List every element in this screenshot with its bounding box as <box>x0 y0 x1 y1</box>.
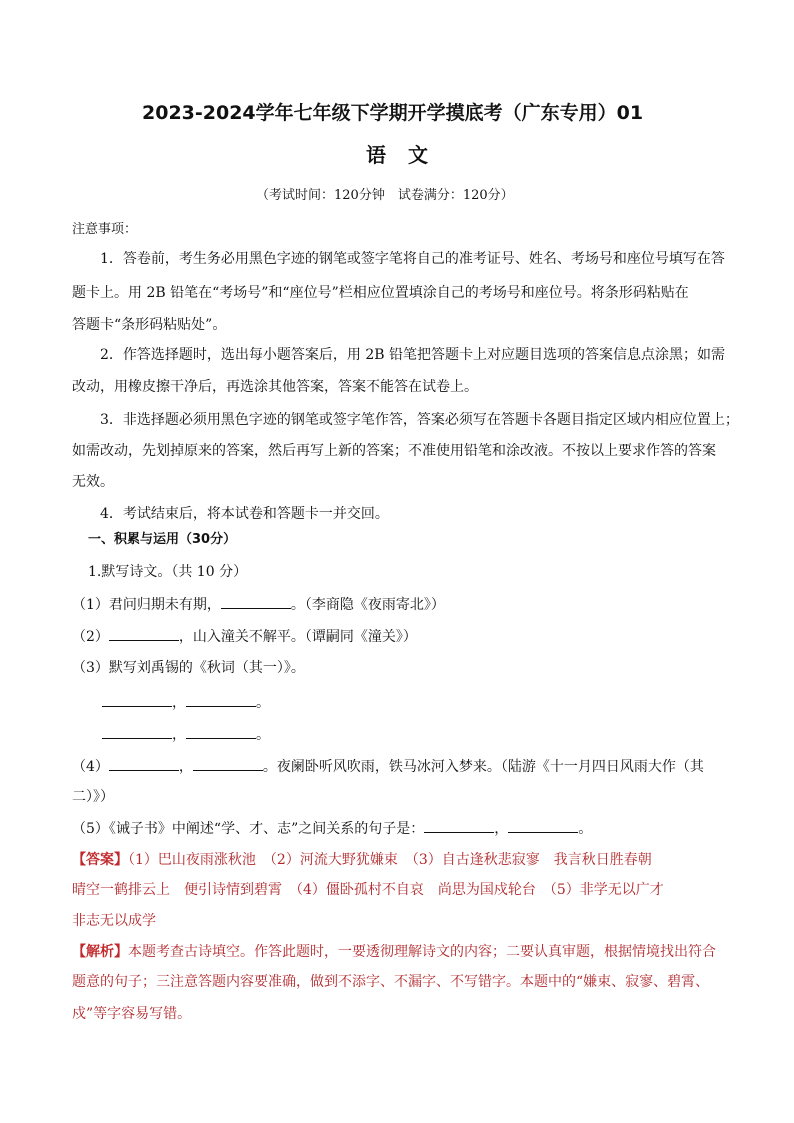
comma: ， <box>494 821 509 837</box>
analysis-text: 本题考查古诗填空。作答此题时，一要透彻理解诗文的内容；二要认真审题，根据情境找出符合 <box>128 944 716 960</box>
answer-line-2: 晴空一鹤排云上 便引诗情到碧霄 （4）僵卧孤村不自哀 尚思为国戍轮台 （5）非学无以广才 <box>72 882 664 898</box>
section-heading: 一、积累与运用（30分） <box>88 532 237 547</box>
notice-item-3-line-3: 无效。 <box>72 474 114 490</box>
answer-blank[interactable] <box>221 594 291 609</box>
notice-item-1-line-3: 答题卡“条形码粘贴处”。 <box>72 317 227 333</box>
q1-4-suffix: 。夜阑卧听风吹雨，铁马冰河入梦来。（陆游《十一月四日风雨大作（其 <box>262 759 704 775</box>
notice-item-3-line-2: 如需改动，先划掉原来的答案，然后再写上新的答案；不准使用铅笔和涂改液。不按以上要求作答的答案 <box>72 443 716 459</box>
question-1-1 <box>72 594 445 615</box>
comma: ， <box>172 727 186 743</box>
question-1-4 <box>72 756 704 777</box>
exam-info: （考试时间：120分钟 试卷满分：120分） <box>256 188 514 203</box>
question-1-3: （3）默写刘禹锡的《秋词（其一）》。 <box>72 660 305 676</box>
answer-line-3: 非志无以成学 <box>72 913 156 929</box>
notice-item-3-line-1: 3．非选择题必须用黑色字迹的钢笔或签字笔作答，答案必须写在答题卡各题目指定区域内相应位置上； <box>100 412 739 428</box>
answer-line-1 <box>72 850 652 870</box>
question-1-3-blanks-row-2 <box>102 724 270 745</box>
answer-blank[interactable] <box>102 692 172 707</box>
analysis-tag: 【解析】 <box>72 944 128 960</box>
analysis-line-3: 戍”等字容易写错。 <box>72 1006 192 1022</box>
answer-blank[interactable] <box>102 724 172 739</box>
answer-text: （1）巴山夜雨涨秋池 （2）河流大野犹嫌束 （3）自古逢秋悲寂寥 我言秋日胜春朝 <box>128 852 652 868</box>
notice-item-1-line-2: 题卡上。用 2B 铅笔在“考场号”和“座位号”栏相应位置填涂自己的考场号和座位号。将条形码粘贴在 <box>72 285 689 301</box>
answer-blank[interactable] <box>109 756 179 771</box>
q1-2-prefix: （2） <box>72 629 109 645</box>
period: 。 <box>256 727 270 743</box>
question-1-4-continued: 二）》） <box>72 789 114 805</box>
q1-4-prefix: （4） <box>72 759 109 775</box>
analysis-line-2: 题意的句子；三注意答题内容要准确，做到不添字、不漏字、不写错字。本题中的“嫌束、寂寥、碧霄、 <box>72 974 710 990</box>
q1-1-prefix: （1）君问归期未有期， <box>72 597 221 613</box>
question-1-heading: 1.默写诗文。（共 10 分） <box>88 564 248 580</box>
comma: ， <box>172 695 186 711</box>
notice-item-4: 4．考试结束后，将本试卷和答题卡一并交回。 <box>100 506 389 522</box>
period: 。 <box>256 695 270 711</box>
answer-tag: 【答案】 <box>72 852 128 868</box>
notice-item-2-line-1: 2．作答选择题时，选出每小题答案后，用 2B 铅笔把答题卡上对应题目选项的答案信息点涂黑；如需 <box>100 347 726 363</box>
exam-title: 2023-2024学年七年级下学期开学摸底考（广东专用）01 <box>142 102 644 124</box>
answer-blank[interactable] <box>193 756 263 771</box>
answer-blank[interactable] <box>186 692 256 707</box>
q1-1-suffix: 。（李商隐《夜雨寄北》） <box>290 597 445 613</box>
analysis-line-1 <box>72 942 716 962</box>
q1-2-suffix: ，山入潼关不解平。（谭嗣同《潼关》） <box>178 629 417 645</box>
answer-blank[interactable] <box>508 818 578 833</box>
answer-blank[interactable] <box>424 818 494 833</box>
answer-blank[interactable] <box>186 724 256 739</box>
answer-blank[interactable] <box>109 626 179 641</box>
subject-title: 语文 <box>366 143 450 167</box>
q1-5-prefix: （5）《诫子书》中阐述“学、才、志”之间关系的句子是： <box>72 821 425 837</box>
question-1-3-blanks-row-1 <box>102 692 270 713</box>
comma: ， <box>178 759 193 775</box>
question-1-5 <box>72 818 592 839</box>
period: 。 <box>578 821 593 837</box>
notice-item-1-line-1: 1．答卷前，考生务必用黑色字迹的钢笔或签字笔将自己的准考证号、姓名、考场号和座位号填写在答 <box>100 251 725 267</box>
question-1-2 <box>72 626 417 647</box>
notice-heading: 注意事项： <box>72 222 138 237</box>
notice-item-2-line-2: 改动，用橡皮擦干净后，再选涂其他答案，答案不能答在试卷上。 <box>72 379 478 395</box>
